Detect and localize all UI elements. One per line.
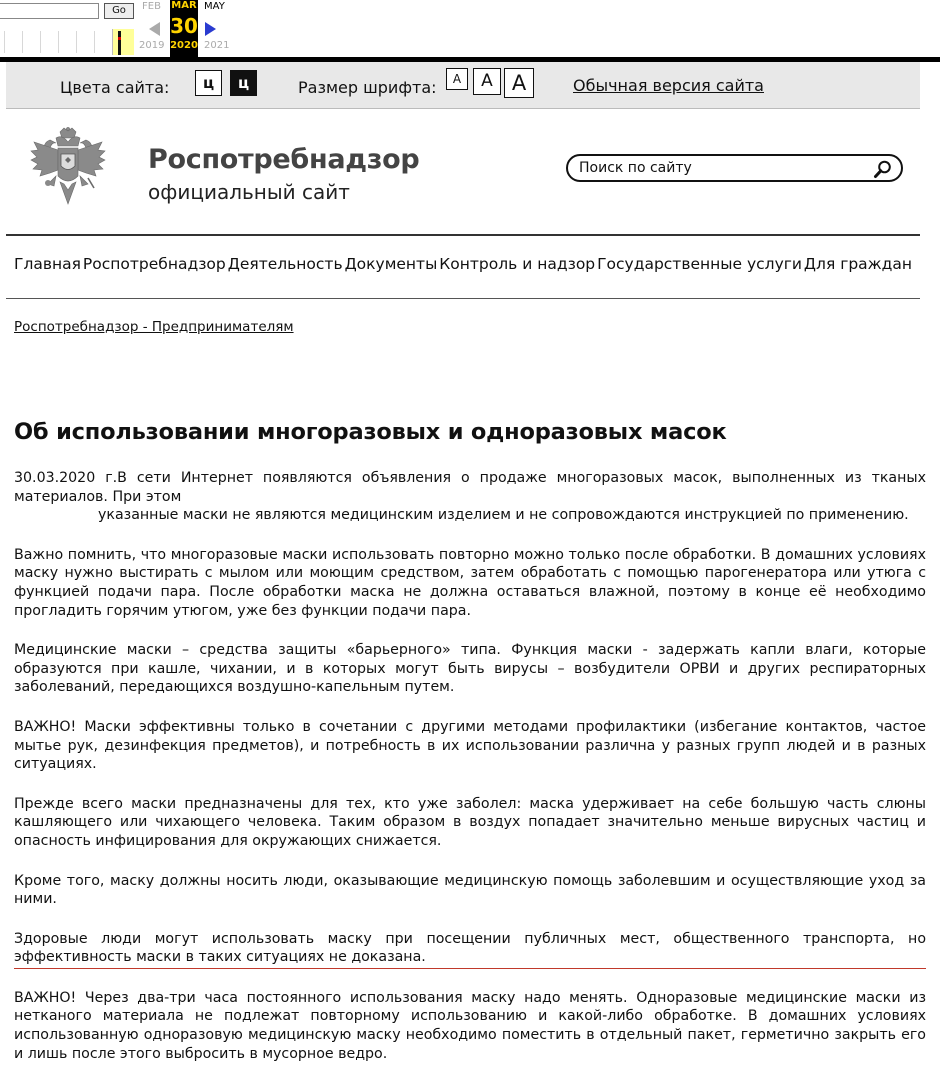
russian-coat-of-arms-logo[interactable] [28,126,108,210]
wayback-current-year: 2020 [170,40,198,51]
breadcrumb [14,319,294,335]
font-size-small-button[interactable]: A [446,68,468,90]
main-navigation [6,255,920,277]
breadcrumb-link[interactable]: Роспотребнадзор - Предпринимателям [14,319,294,335]
article-title: Об использовании многоразовых и одноразовых масок [14,419,727,445]
prev-capture-arrow-icon[interactable] [149,22,160,36]
site-colors-label: Цвета сайта: [60,78,170,97]
site-search [566,154,903,182]
wayback-go-button[interactable]: Go [104,3,134,19]
font-size-label: Размер шрифта: [298,78,437,97]
article-paragraph: ВАЖНО! Маски эффективны только в сочетании с другими методами профилактики (избегание контактов, частое мытье рук, дезинфекция предметов), и потребность в их использовании различна у разных групп людей и в разных ситуациях. [14,718,926,773]
article-date: 30.03.2020 г. [14,470,118,486]
nav-divider [6,298,920,299]
article-paragraph: ВАЖНО! Через два-три часа постоянного использования маску надо менять. Одноразовые медицинские маски из нетканого материала не подлежат повторному использованию и какой-либо обработке. В домашних условиях использованную одноразовую медицинскую маску необходимо поместить в отдельный пакет, герметично закрыть его и лишь после этого выбросить в мусорное ведро. [14,989,926,1062]
wayback-next-month[interactable]: MAY [204,1,225,12]
normal-version-link[interactable]: Обычная версия сайта [573,76,764,95]
search-input[interactable] [579,159,859,177]
wayback-current-day: 30 [170,14,198,38]
article-paragraph: Прежде всего маски предназначены для тех, кто уже заболел: маска удерживает на себе большую часть слюны кашляющего или чихающего человека. Таким образом в воздух попадает значительно меньше вирусных частиц и опасность инфицирования для окружающих снижается. [14,795,926,849]
article-lead-rest: указанные маски не являются медицинским изделием и не сопровождаются инструкцией по применению. [98,507,909,524]
nav-item-documents[interactable]: Документы [344,255,438,273]
article-body [14,469,926,1084]
nav-item-public-services[interactable]: Государственные услуги [597,255,802,273]
nav-item-for-citizens[interactable]: Для граждан [803,255,912,273]
accessibility-bar [6,62,920,109]
article-paragraph: Медицинские маски – средства защиты «барьерного» типа. Функция маски - задержать капли влаги, которые образуются при кашле, чихании, и в которых могут быть вирусы – возбудители ОРВИ и других респираторных заболеваний, передающихся воздушно-капельным путем. [14,642,926,696]
next-capture-arrow-icon[interactable] [205,22,216,36]
header-divider [6,234,920,236]
nav-item-home[interactable]: Главная [14,255,81,273]
sparkline-capture-bar [118,31,121,55]
article-paragraph: Важно помнить, что многоразовые маски использовать повторно можно только после обработки. В домашних условиях маску нужно выстирать с мылом или моющим средством, затем обработать с помощью парогенератора или утюга с функцией подачи пара. После обработки маска не должна оставаться влажной, поэтому в конце её необходимо прогладить горячим утюгом, уже без функции подачи пара. [14,546,926,619]
site-subtitle: официальный сайт [148,180,350,204]
article-paragraph: Кроме того, маску должны носить люди, оказывающие медицинскую помощь заболевшим и осуществляющие уход за ними. [14,872,926,908]
site-title[interactable]: Роспотребнадзор [148,144,420,175]
article-lead-first: В сети Интернет появляются объявления о продаже многоразовых масок, выполненных из тканых материалов. При этом [14,470,926,505]
wayback-url-input[interactable] [0,3,99,19]
wayback-toolbar [0,0,940,57]
sparkline-current-marker [118,37,121,40]
wayback-prev-year[interactable]: 2019 [139,40,165,51]
color-scheme-black-button[interactable]: ц [230,70,257,96]
search-icon[interactable] [873,159,893,179]
wayback-current-month: MAR [170,0,198,57]
article-paragraph-highlighted: Здоровые люди могут использовать маску при посещении публичных мест, общественного транспорта, но эффективность маски в таких ситуациях не доказана. [14,930,926,969]
font-size-medium-button[interactable]: A [473,68,501,95]
nav-item-rospotrebnadzor[interactable]: Роспотребнадзор [82,255,226,273]
wayback-prev-month[interactable]: FEB [142,1,161,12]
color-scheme-white-button[interactable]: ц [195,70,222,96]
nav-item-control[interactable]: Контроль и надзор [439,255,596,273]
wayback-sparkline[interactable] [0,29,136,55]
wayback-next-year[interactable]: 2021 [204,40,230,51]
nav-item-activity[interactable]: Деятельность [227,255,343,273]
font-size-large-button[interactable]: A [504,68,534,98]
article-lead [14,469,926,525]
sparkline-current-year [112,29,134,55]
